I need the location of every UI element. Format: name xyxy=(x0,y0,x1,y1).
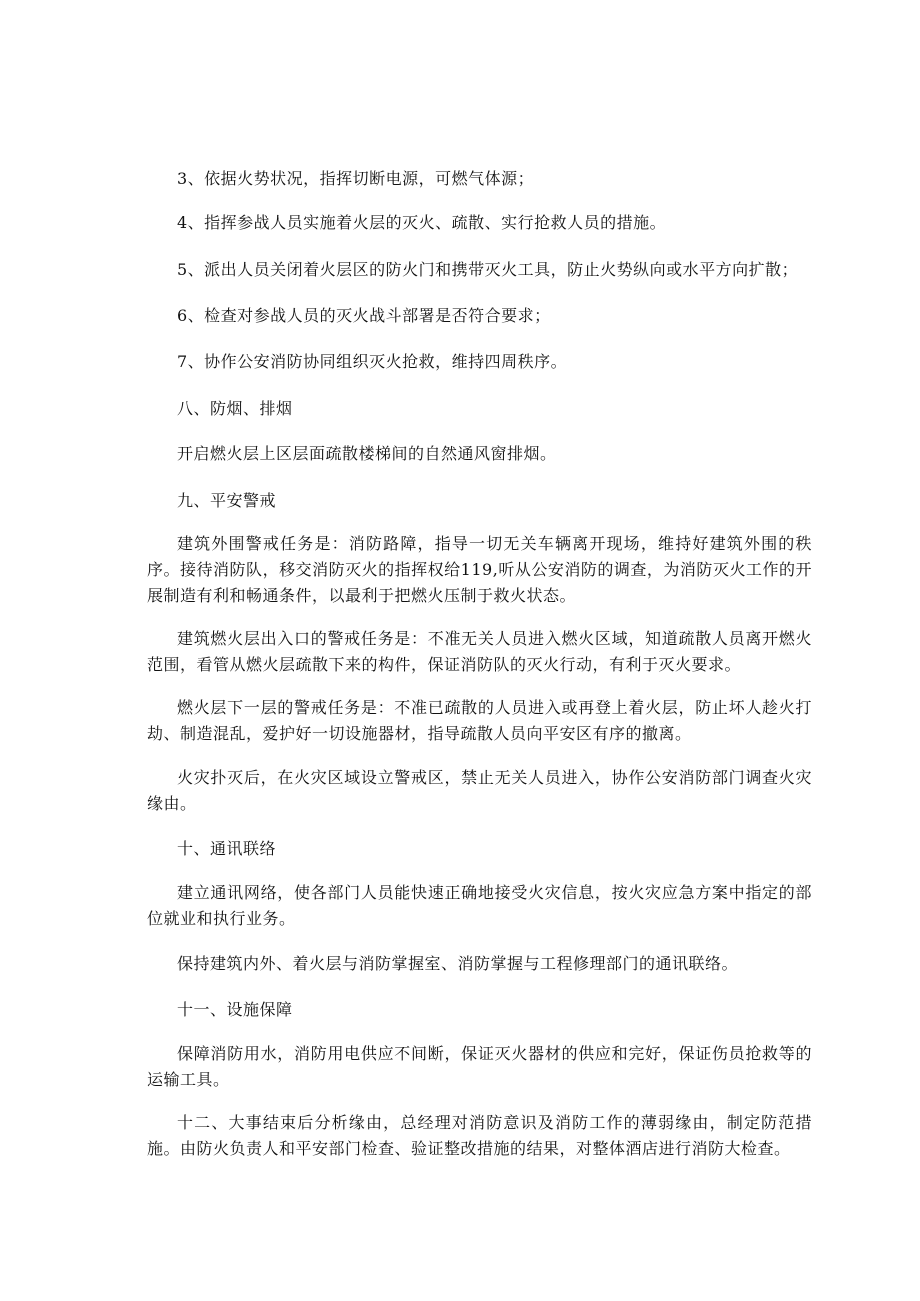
section-11-heading: 十一、设施保障 xyxy=(177,1000,293,1019)
section-9-body-outer-cordon: 建筑外围警戒任务是：消防路障，指导一切无关车辆离开现场，维持好建筑外围的秩序。接待消防队，移交消防灭火的指挥权给119,听从公安消防的调查，为消防灭火工作的开展制造有利和畅通条件，以最利于把燃火压制于救火状态。 xyxy=(147,534,812,605)
section-12-body: 十二、大事结束后分析缘由，总经理对消防意识及消防工作的薄弱缘由，制定防范措施。由防火负责人和平安部门检查、验证整改措施的结果，对整体酒店进行消防大检查。 xyxy=(147,1113,812,1158)
section-8-heading: 八、防烟、排烟 xyxy=(177,399,293,418)
item-5-close-fire-doors: 5、派出人员关闭着火层区的防火门和携带灭火工具，防止火势纵向或水平方向扩散； xyxy=(177,260,799,279)
item-3-cut-power: 3、依据火势状况，指挥切断电源，可燃气体源； xyxy=(177,169,535,188)
section-9-body-after-fire: 火灾扑灭后，在火灾区域设立警戒区，禁止无关人员进入，协作公安消防部门调查火灾缘由。 xyxy=(147,768,812,813)
item-4-command-personnel: 4、指挥参战人员实施着火层的灭火、疏散、实行抢救人员的措施。 xyxy=(177,213,667,232)
item-7-cooperate-police: 7、协作公安消防协同组织灭火抢救，维持四周秩序。 xyxy=(177,352,568,371)
item-6-check-deployment: 6、检查对参战人员的灭火战斗部署是否符合要求； xyxy=(177,306,551,325)
section-11-body: 保障消防用水，消防用电供应不间断，保证灭火器材的供应和完好，保证伤员抢救等的运输工具。 xyxy=(147,1044,812,1089)
section-9-heading: 九、平安警戒 xyxy=(177,491,277,510)
section-10-heading: 十、通讯联络 xyxy=(177,839,277,858)
section-9-body-lower-floor: 燃火层下一层的警戒任务是：不准已疏散的人员进入或再登上着火层，防止坏人趁火打劫、制造混乱，爱护好一切设施器材，指导疏散人员向平安区有序的撤离。 xyxy=(147,698,812,743)
section-9-body-floor-exits: 建筑燃火层出入口的警戒任务是：不准无关人员进入燃火区域，知道疏散人员离开燃火范围，看管从燃火层疏散下来的构件，保证消防队的灭火行动，有利于灭火要求。 xyxy=(147,629,812,674)
section-10-body-contact: 保持建筑内外、着火层与消防掌握室、消防掌握与工程修理部门的通讯联络。 xyxy=(177,954,739,973)
section-8-body: 开启燃火层上区层面疏散楼梯间的自然通风窗排烟。 xyxy=(177,444,557,463)
section-10-body-network: 建立通讯网络，使各部门人员能快速正确地接受火灾信息，按火灾应急方案中指定的部位就业和执行业务。 xyxy=(147,883,812,928)
